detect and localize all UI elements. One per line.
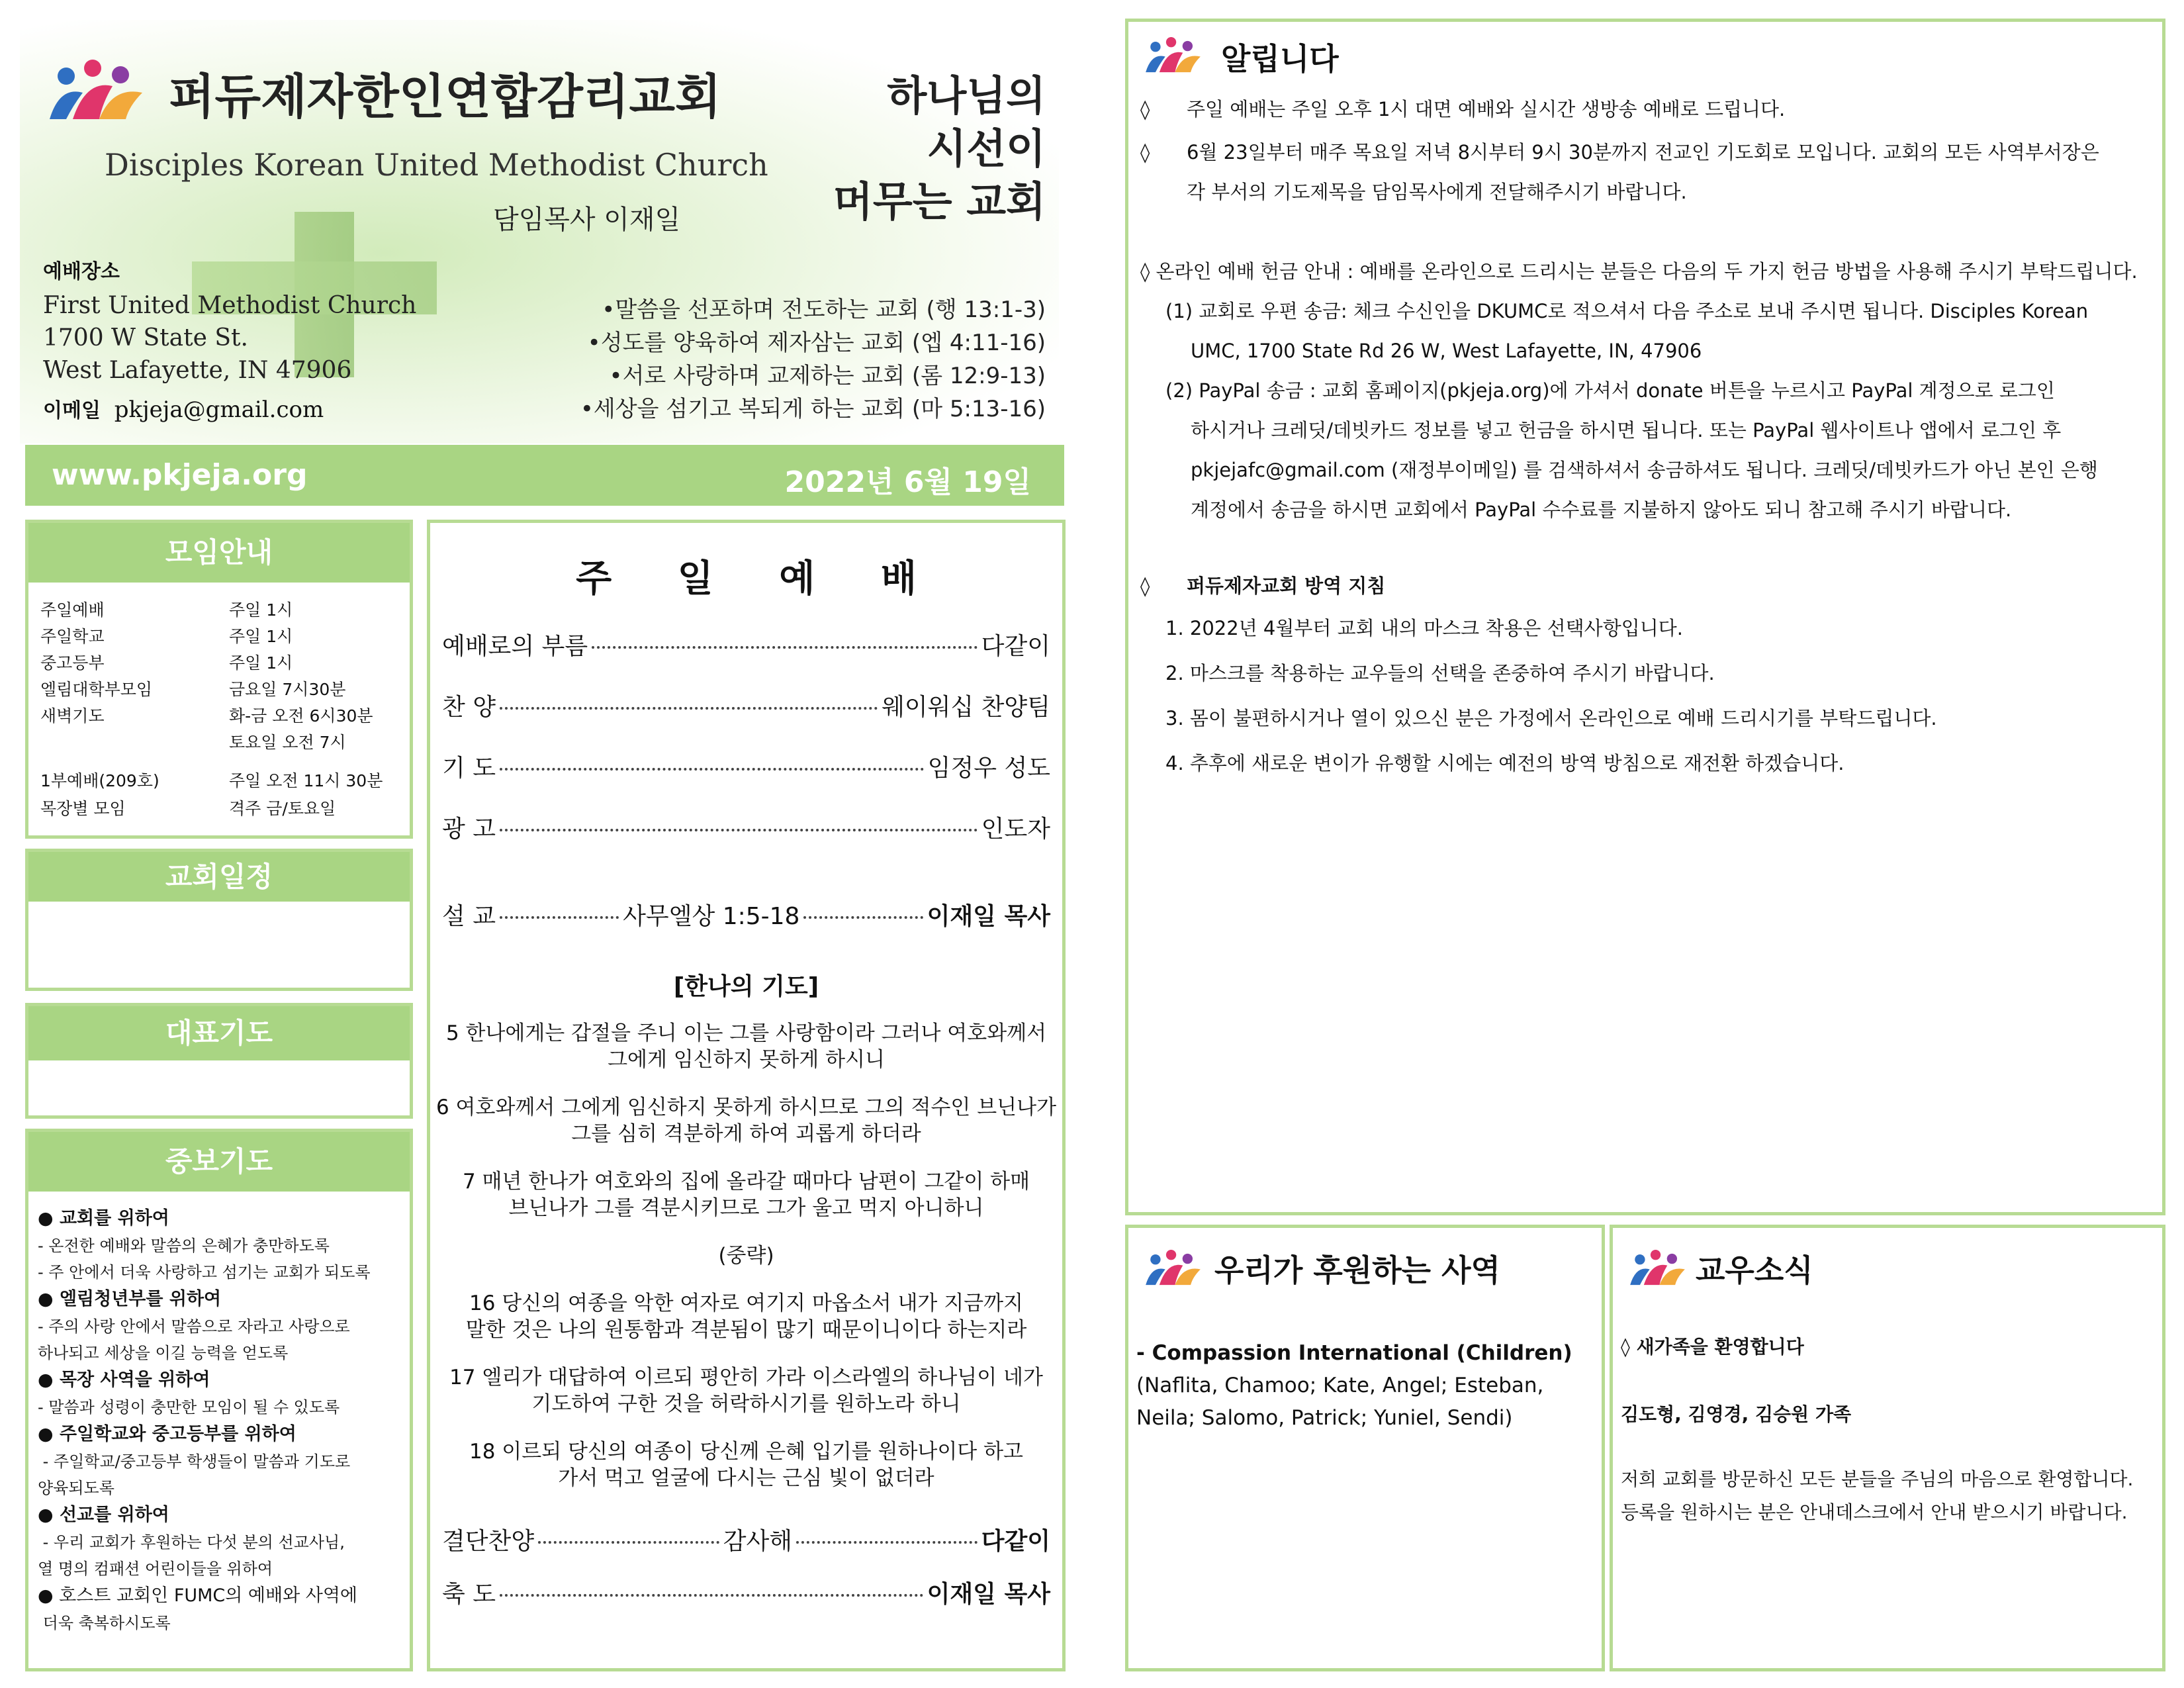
notice-text: 주일 예배는 주일 오후 1시 대면 예배와 실시간 생방송 예배로 드립니다. xyxy=(1187,98,1786,120)
closing-song: 감사해 xyxy=(723,1528,793,1555)
offering-details xyxy=(1140,291,2146,530)
meeting-time: 격주 금/토요일 xyxy=(229,799,336,818)
meeting-time: 토요일 오전 7시 xyxy=(229,733,346,752)
meeting-time: 주일 1시 xyxy=(229,653,293,673)
verse-block xyxy=(430,1094,1062,1147)
address-line: First United Methodist Church xyxy=(43,292,417,319)
email-label: 이메일 xyxy=(43,399,101,422)
meeting-name: 새벽기도 xyxy=(40,706,105,726)
closing-label: 결단찬양 xyxy=(442,1528,535,1555)
support-heading: - Compassion International (Children) xyxy=(1136,1341,1572,1365)
welcome-line: 저희 교회를 방문하신 모든 분들을 주님의 마음으로 환영합니다. xyxy=(1621,1468,2134,1490)
scripture-verses xyxy=(430,1020,1062,1491)
intercession-line: - 온전한 예배와 말씀의 은혜가 충만하도록 xyxy=(38,1237,330,1255)
meeting-name: 중고등부 xyxy=(40,653,105,673)
intercession-heading xyxy=(38,1582,410,1610)
covid-heading-row xyxy=(1140,566,2146,606)
meeting-row xyxy=(40,649,383,675)
order-leader: 다같이 xyxy=(981,633,1050,660)
order-item: 예배로의 부름 xyxy=(442,633,588,660)
verse-line: 말한 것은 나의 원통함과 격분됨이 많기 때문이니이다 하는지라 xyxy=(465,1318,1027,1342)
sermon-label: 설 교 xyxy=(442,903,496,930)
intercession-line: - 말씀과 성령이 충만한 모임이 될 수 있도록 xyxy=(38,1398,340,1417)
notice-text: 각 부서의 기도제목을 담임목사에게 전달해주시기 바랍니다. xyxy=(1187,181,1687,203)
new-family-names: 김도형, 김영경, 김승원 가족 xyxy=(1621,1403,1852,1425)
pastor-name: 담임목사 이재일 xyxy=(493,205,681,235)
benediction-pastor: 이재일 목사 xyxy=(927,1581,1050,1608)
verse-block xyxy=(430,1168,1062,1221)
intercession-line: 더욱 축복하시도록 xyxy=(38,1614,171,1632)
intercession-line: 하나되고 세상을 이길 능력을 얻도록 xyxy=(38,1344,289,1362)
church-logo-icon xyxy=(46,56,146,129)
support-line: Neila; Salomo, Patrick; Yuniel, Sendi) xyxy=(1136,1406,1513,1430)
bullet-icon: ● xyxy=(38,1208,60,1229)
meeting-name: 주일예배 xyxy=(40,600,105,620)
intercession-heading xyxy=(38,1205,410,1233)
covid-guideline: 1. 2022년 4월부터 교회 내의 마스크 착용은 선택사항입니다. xyxy=(1165,617,1683,639)
intercession-heading xyxy=(38,1421,410,1448)
intercession-topic: 호스트 교회인 FUMC의 예배와 사역에 xyxy=(59,1585,357,1606)
address-line: West Lafayette, IN 47906 xyxy=(43,357,352,384)
notices-title: 알립니다 xyxy=(1221,41,1339,77)
intercession-line: - 우리 교회가 후원하는 다섯 분의 선교사님, xyxy=(38,1533,345,1552)
verse-block xyxy=(430,1438,1062,1491)
closing-song-row xyxy=(442,1523,1050,1556)
mission-line: •세상을 섬기고 복되게 하는 교회 (마 5:13-16) xyxy=(580,396,1046,422)
meeting-row xyxy=(40,755,383,794)
mission-statements xyxy=(556,293,1046,426)
worship-order xyxy=(430,628,1062,871)
meetings-table xyxy=(40,596,383,821)
meetings-box xyxy=(25,520,413,839)
slogan-line: 시선이 xyxy=(927,124,1046,173)
member-news-content xyxy=(1621,1333,2133,1529)
sermon-row xyxy=(430,898,1062,931)
meeting-row xyxy=(40,675,383,702)
offering-line: UMC, 1700 State Rd 26 W, West Lafayette, IN, 47906 xyxy=(1191,340,1702,362)
intercession-list xyxy=(28,1192,410,1636)
meeting-row xyxy=(40,622,383,649)
venue-label: 예배장소 xyxy=(43,260,120,283)
intercession-line: - 주의 사랑 안에서 말씀으로 자라고 사랑으로 xyxy=(38,1317,350,1336)
intercession-line: - 주 안에서 더욱 사랑하고 섬기는 교회가 되도록 xyxy=(38,1263,371,1282)
sermon-preacher: 이재일 목사 xyxy=(927,903,1050,930)
mission-line: •서로 사랑하며 교제하는 교회 (롬 12:9-13) xyxy=(609,363,1046,389)
notice-items xyxy=(1140,89,2146,786)
verse-line: 그에게 임신하지 못하게 하시니 xyxy=(608,1048,885,1072)
welcome-line: 등록을 원하시는 분은 안내데스크에서 안내 받으시기 바랍니다. xyxy=(1621,1501,2128,1523)
order-leader: 웨이워십 찬양팀 xyxy=(882,694,1050,721)
order-row xyxy=(442,810,1050,871)
website-link[interactable]: www.pkjeja.org xyxy=(52,458,308,492)
slogan-line: 하나님의 xyxy=(887,71,1046,120)
intercession-box xyxy=(25,1129,413,1671)
worship-title: 주 일 예 배 xyxy=(576,557,943,600)
meeting-time: 화-금 오전 6시30분 xyxy=(229,706,373,726)
sermon-scripture: 사무엘상 1:5-18 xyxy=(623,903,800,930)
diamond-bullet-icon: ◊ xyxy=(1140,98,1150,120)
intercession-topic: 선교를 위하여 xyxy=(59,1505,169,1525)
slogan xyxy=(821,70,1046,228)
order-row xyxy=(442,749,1050,810)
offering-line: 하시거나 크레딧/데빗카드 정보를 넣고 헌금을 하시면 됩니다. 또는 PayPal 웹사이트나 앱에서 로그인 후 xyxy=(1191,419,2062,442)
offering-line: (2) PayPal 송금 : 교회 홈페이지(pkjeja.org)에 가셔서 donate 버튼을 누르시고 PayPal 계정으로 로그인 xyxy=(1165,379,2055,402)
meeting-name: 1부예배(209호) xyxy=(40,771,159,790)
closing-leader: 다같이 xyxy=(981,1528,1051,1555)
meeting-name: 목장별 모임 xyxy=(40,799,126,818)
worship-box xyxy=(427,520,1066,1671)
offering-line: (1) 교회로 우편 송금: 체크 수신인을 DKUMC로 적으셔서 다음 주소로 보내 주시면 됩니다. Disciples Korean xyxy=(1165,300,2089,322)
church-name-ko: 퍼듀제자한인연합감리교회 xyxy=(169,69,721,124)
notice-text: 6월 23일부터 매주 목요일 저녁 8시부터 9시 30분까지 전교인 기도회로 모입니다. 교회의 모든 사역부서장은 xyxy=(1187,141,2099,164)
verse-line: 기도하여 구한 것을 허락하시기를 원하노라 하니 xyxy=(531,1392,961,1416)
order-leader: 인도자 xyxy=(981,816,1050,843)
verse-block xyxy=(430,1020,1062,1073)
bullet-icon: ● xyxy=(38,1289,60,1309)
church-logo-icon xyxy=(1626,1248,1689,1291)
mission-line: •성도를 양육하여 제자삼는 교회 (엡 4:11-16) xyxy=(587,330,1046,356)
bullet-icon: ● xyxy=(38,1370,60,1390)
website-date-banner xyxy=(25,445,1064,506)
verse-line: 17 엘리가 대답하여 이르되 평안히 가라 이스라엘의 하나님이 네가 xyxy=(449,1366,1043,1389)
meeting-row xyxy=(40,702,383,728)
offering-line: 계정에서 송금을 하시면 교회에서 PayPal 수수료를 지불하지 않아도 되니 참고해 주시기 바랍니다. xyxy=(1191,498,2012,521)
verse-line: 6 여호와께서 그에게 임신하지 못하게 하시므로 그의 적수인 브닌나가 xyxy=(435,1096,1057,1119)
member-news-box xyxy=(1610,1225,2165,1671)
support-details xyxy=(1136,1337,1572,1434)
meeting-name: 엘림대학부모임 xyxy=(40,680,153,699)
intercession-topic: 주일학교와 중고등부를 위하여 xyxy=(59,1424,296,1444)
member-news-title: 교우소식 xyxy=(1696,1252,1813,1288)
notices-box xyxy=(1125,19,2165,1215)
rep-prayer-title: 대표기도 xyxy=(28,1006,410,1060)
benediction-row xyxy=(442,1575,1050,1609)
diamond-bullet-icon: ◊ xyxy=(1140,141,1150,164)
intercession-title: 중보기도 xyxy=(28,1132,410,1192)
verse-line: 7 매년 한나가 여호와의 집에 올라갈 때마다 남편이 그같이 하매 xyxy=(462,1170,1030,1194)
welcome-message xyxy=(1621,1463,2133,1529)
intercession-heading xyxy=(38,1286,410,1313)
intercession-heading xyxy=(38,1501,410,1529)
intercession-topic: 엘림청년부를 위하여 xyxy=(59,1289,222,1309)
order-leader: 임정우 성도 xyxy=(927,755,1050,782)
verse-line: 5 한나에게는 갑절을 주니 이는 그를 사랑함이라 그러나 여호와께서 xyxy=(445,1021,1047,1045)
verse-block xyxy=(430,1364,1062,1417)
verse-block xyxy=(430,1290,1062,1343)
schedule-box xyxy=(25,849,413,991)
intercession-heading xyxy=(38,1366,410,1394)
bullet-icon: ● xyxy=(38,1505,60,1525)
meeting-name: 주일학교 xyxy=(40,627,105,646)
email-row xyxy=(43,394,324,423)
notice-item xyxy=(1140,132,2146,212)
diamond-bullet-icon: ◊ xyxy=(1140,575,1150,597)
intercession-topic: 목장 사역을 위하여 xyxy=(59,1370,210,1390)
address-line: 1700 W State St. xyxy=(43,324,248,352)
order-row xyxy=(442,688,1050,749)
verse-line: 16 당신의 여종을 악한 여자로 여기지 마옵소서 내가 지금까지 xyxy=(469,1291,1023,1315)
meeting-row xyxy=(40,596,383,622)
verse-line: (중략) xyxy=(718,1244,774,1268)
bullet-icon: ● xyxy=(38,1424,60,1444)
offering-heading: ◊ 온라인 예배 헌금 안내 : 예배를 온라인으로 드리시는 분들은 다음의 두 가지 헌금 방법을 사용해 주시기 부탁드립니다. xyxy=(1140,260,2138,283)
support-box xyxy=(1125,1225,1605,1671)
benediction-label: 축 도 xyxy=(442,1581,496,1608)
verse-line: 가서 먹고 얼굴에 다시는 근심 빛이 없더라 xyxy=(558,1466,934,1490)
verse-block xyxy=(430,1243,1062,1269)
order-item: 기 도 xyxy=(442,755,496,782)
bullet-icon: ● xyxy=(38,1585,60,1606)
meeting-time: 금요일 7시30분 xyxy=(229,680,346,699)
verse-line: 브닌나가 그를 격분시키므로 그가 울고 먹지 아니하니 xyxy=(508,1196,984,1220)
prayer-title: [한나의 기도] xyxy=(673,973,819,1000)
support-line: (Naflita, Chamoo; Kate, Angel; Esteban, xyxy=(1136,1374,1544,1397)
meeting-row xyxy=(40,728,383,755)
meeting-row xyxy=(40,794,383,821)
meeting-time: 주일 1시 xyxy=(229,627,293,646)
schedule-title: 교회일정 xyxy=(28,852,410,902)
intercession-line: - 주일학교/중고등부 학생들이 말씀과 기도로 xyxy=(38,1452,351,1471)
church-name-en: Disciples Korean United Methodist Church xyxy=(105,147,768,183)
slogan-line: 머무는 교회 xyxy=(833,177,1046,226)
mission-line: •말씀을 선포하며 전도하는 교회 (행 13:1-3) xyxy=(602,297,1046,323)
venue-address xyxy=(43,289,416,387)
intercession-line: 양육되도록 xyxy=(38,1479,114,1497)
intercession-topic: 교회를 위하여 xyxy=(59,1208,169,1229)
church-logo-icon xyxy=(1142,35,1205,78)
notice-item xyxy=(1140,89,2146,129)
offering-line: pkjejafc@gmail.com (재정부이메일) 를 검색하셔서 송금하셔도 됩니다. 크레딧/데빗카드가 아닌 본인 은행 xyxy=(1191,459,2098,481)
covid-guideline: 4. 추후에 새로운 변이가 유행할 시에는 예전의 방역 방침으로 재전환 하겠습니다. xyxy=(1165,752,1844,774)
meetings-title: 모임안내 xyxy=(28,523,410,583)
intercession-line: 열 명의 컴패션 어린이들을 위하여 xyxy=(38,1560,273,1578)
email-link[interactable]: pkjeja@gmail.com xyxy=(114,397,324,423)
order-item: 찬 양 xyxy=(442,694,496,721)
covid-heading: 퍼듀제자교회 방역 지침 xyxy=(1187,575,1386,597)
verse-line: 18 이르되 당신의 여종이 당신께 은혜 입기를 원하나이다 하고 xyxy=(469,1440,1023,1464)
covid-guidelines xyxy=(1140,606,2146,786)
covid-guideline: 3. 몸이 불편하시거나 열이 있으신 분은 가정에서 온라인으로 예배 드리시기를 부탁드립니다. xyxy=(1165,707,1937,729)
covid-guideline: 2. 마스크를 착용하는 교우들의 선택을 존중하여 주시기 바랍니다. xyxy=(1165,662,1715,684)
verse-line: 그를 심히 격분하게 하여 괴롭게 하더라 xyxy=(571,1122,921,1146)
new-family-heading: ◊ 새가족을 환영합니다 xyxy=(1621,1336,1804,1358)
rep-prayer-box xyxy=(25,1003,413,1119)
support-title: 우리가 후원하는 사역 xyxy=(1214,1252,1500,1288)
order-row xyxy=(442,628,1050,688)
meeting-time: 주일 1시 xyxy=(229,600,293,620)
meeting-name xyxy=(40,728,229,755)
meeting-time: 주일 오전 11시 30분 xyxy=(229,771,383,790)
bulletin-date: 2022년 6월 19일 xyxy=(784,465,1031,499)
order-item: 광 고 xyxy=(442,816,496,843)
church-logo-icon xyxy=(1142,1248,1205,1291)
